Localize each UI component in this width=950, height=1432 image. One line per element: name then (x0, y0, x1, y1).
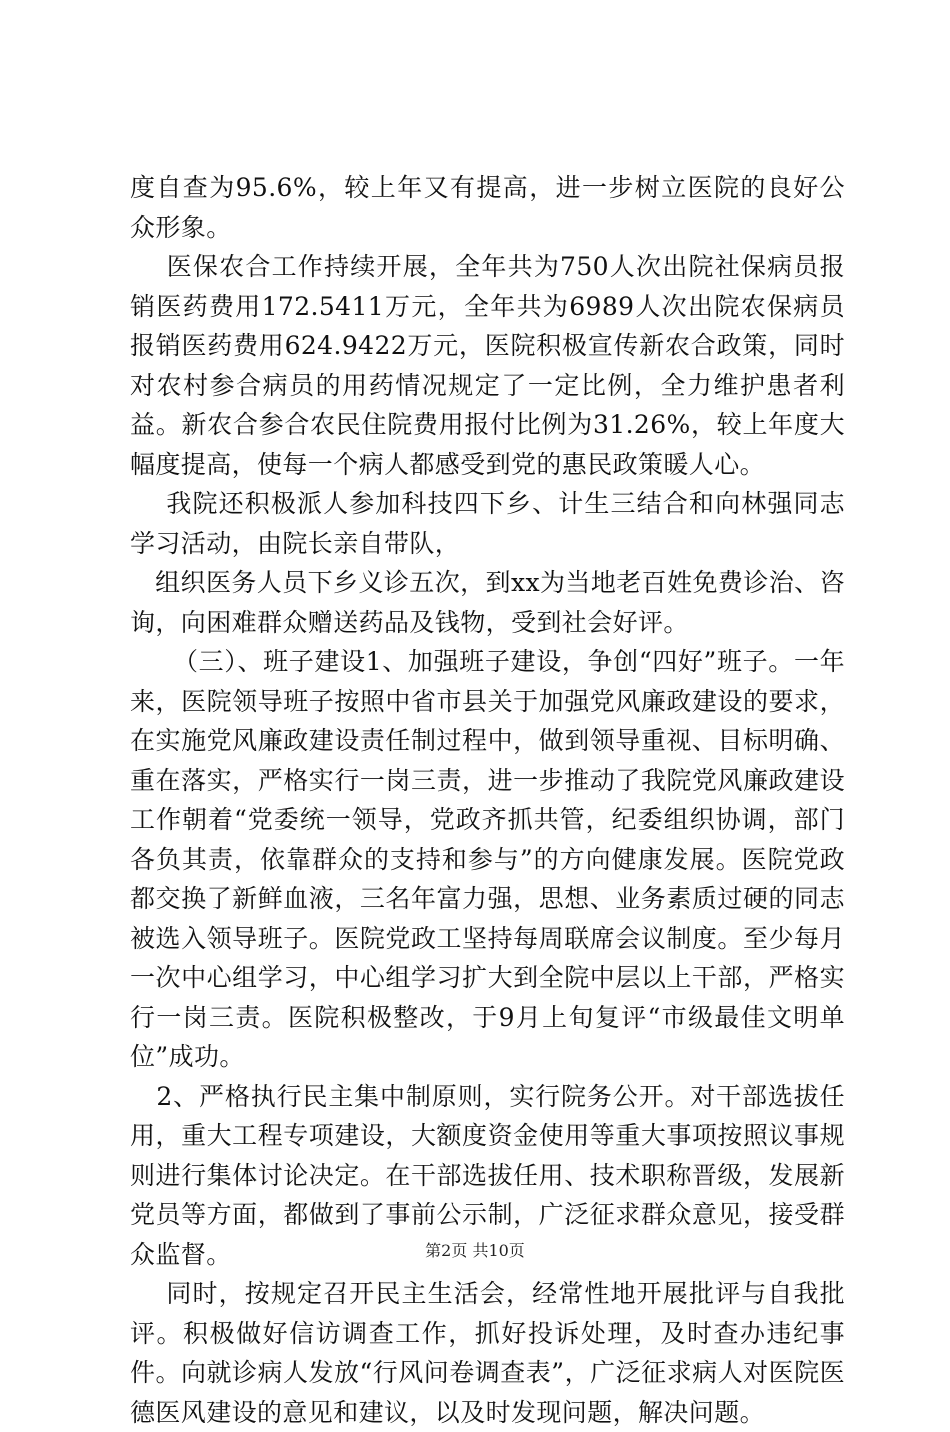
paragraph: 2、严格执行民主集中制原则，实行院务公开。对干部选拔任用，重大工程专项建设，大额度资金使用等重大事项按照议事规则进行集体讨论决定。在干部选拔任用、技术职称晋级，发展新党员等方面，都做到了事前公示制，广泛征求群众意见，接受群众监督。 (130, 1081, 845, 1269)
paragraph: 医保农合工作持续开展，全年共为750人次出院社保病员报销医药费用172.5411万元，全年共为6989人次出院农保病员报销医药费用624.9422万元，医院积极宣传新农合政策，同时对农村参合病员的用药情况规定了一定比例，全力维护患者利益。新农合参合农民住院费用报付比例为31.26%，较上年度大幅度提高，使每一个病人都感受到党的惠民政策暖人心。 (130, 252, 845, 479)
paragraph: 度自查为95.6%，较上年又有提高，进一步树立医院的良好公众形象。 (130, 173, 845, 242)
paragraph: （三）、班子建设1、加强班子建设，争创“四好”班子。一年来，医院领导班子按照中省市县关于加强党风廉政建设的要求，在实施党风廉政建设责任制过程中，做到领导重视、目标明确、重在落实，严格实行一岗三责，进一步推动了我院党风廉政建设工作朝着“党委统一领导，党政齐抓共管，纪委组织协调，部门各负其责，依靠群众的支持和参与”的方向健康发展。医院党政都交换了新鲜血液，三名年富力强，思想、业务素质过硬的同志被选入领导班子。医院党政工坚持每周联席会议制度。至少每月一次中心组学习，中心组学习扩大到全院中层以上干部，严格实行一岗三责。医院积极整改，于9月上旬复评“市级最佳文明单位”成功。 (130, 647, 845, 1071)
paragraph: 组织医务人员下乡义诊五次，到xx为当地老百姓免费诊治、咨询，向困难群众赠送药品及钱物，受到社会好评。 (130, 568, 846, 637)
paragraph: 同时，按规定召开民主生活会，经常性地开展批评与自我批评。积极做好信访调查工作，抓好投诉处理，及时查办违纪事件。向就诊病人发放“行风问卷调查表”，广泛征求病人对医院医德医风建设的意见和建议，以及时发现问题，解决问题。 (130, 1279, 845, 1427)
paragraph: 我院还积极派人参加科技四下乡、计生三结合和向林强同志学习活动，由院长亲自带队， (130, 489, 845, 558)
page-number-footer: 第2页 共10页 (425, 1241, 525, 1260)
